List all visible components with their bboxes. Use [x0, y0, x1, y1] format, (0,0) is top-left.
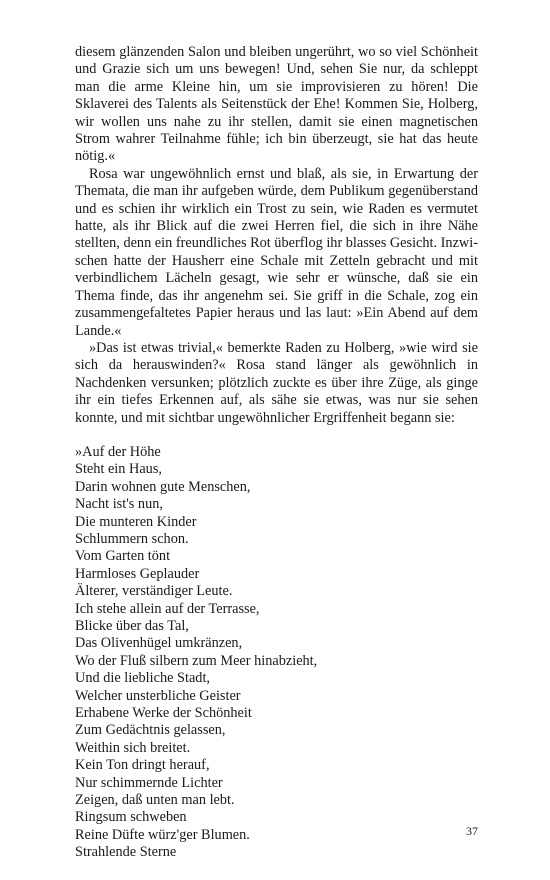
poem-line: Vom Garten tönt — [75, 548, 171, 565]
page-number: 37 — [466, 824, 478, 838]
poem-line: Harmloses Geplauder — [75, 565, 200, 582]
poem-line: Älterer, verständiger Leute. — [75, 583, 233, 600]
poem-line: Darin wohnen gute Menschen, — [75, 478, 251, 495]
poem-line: Das Olivenhügel umkränzen, — [75, 635, 243, 652]
poem-line: Schlummern schon. — [75, 530, 189, 547]
poem-line: Wo der Fluß silbern zum Meer hinabzieht, — [75, 652, 318, 669]
poem-line: Blicke über das Tal, — [75, 618, 189, 634]
poem-line: Ich stehe allein auf der Terrasse, — [75, 600, 260, 617]
poem-line: Zeigen, daß unten man lebt. — [75, 792, 235, 809]
poem-line: Kein Ton dringt herauf, — [75, 757, 210, 774]
paragraph-2: Rosa war ungewöhnlich ernst und blaß, als sie, in Erwartung der Themata, die man ihr aufgeben würde, dem Publikum gegenüberstand und es schien ihr wirklich ein Trost zu sein, wie Raden es vermutet hatte, als ihr Blick auf die zwei Herren fiel, die sich in ihre Nähe stellten, denn ein freundliches Rot überflog ihr blasses Gesicht. Inzwischen hatte der Hausherr eine Schale mit Zetteln gebracht und mit verbindlichem Lächeln gesagt, wie sehr er wünsche, daß sie ein Thema finde, das ihr angenehm sei. Sie griff in die Schale, zog ein zusammengefaltetes Papier heraus und las laut: »Ein Abend auf dem Lande.« — [75, 165, 478, 339]
paragraph-1: diesem glänzenden Salon und bleiben ungerührt, wo so viel Schönheit und Grazie sich um uns bewegen! Und, sehen Sie nur, da schleppt man die arme Kleine hin, um sie improvisieren zu hören! Die Sklaverei des Talents als Seitenstück der Ehe! Kommen Sie, Holberg, wir wollen uns nahe zu ihr stellen, damit sie einen magnetischen Strom wahrer Teilnahme fühle; ich bin überzeugt, sie hat das heute nötig.« — [75, 44, 478, 165]
poem-line: Nur schimmernde Lichter — [75, 774, 223, 791]
poem-line: Steht ein Haus, — [75, 461, 162, 478]
poem-line: Weithin sich breitet. — [75, 739, 191, 756]
book-page — [75, 44, 478, 862]
poem-line: Zum Gedächtnis gelassen, — [75, 722, 226, 739]
poem-line: Welcher unsterbliche Geister — [75, 687, 241, 704]
poem-line: Reine Düfte würz'ger Blumen. — [75, 826, 250, 843]
poem-line: Strahlende Sterne — [75, 844, 177, 861]
poem-line: »Auf der Höhe — [75, 443, 161, 460]
poem-line: Und die liebliche Stadt, — [75, 670, 210, 687]
poem — [75, 444, 478, 862]
paragraph-3: »Das ist etwas trivial,« bemerkte Raden zu Holberg, »wie wird sie sich da herauswinden?« Rosa stand länger als gewöhnlich in Nachdenken versunken; plötzlich zuckte es über ihre Züge, als ginge ihr ein tiefes Erkennen auf, als sähe sie etwas, was nur sie sehen konnte, und mit sichtbar ungewöhnlicher Ergriffenheit begann sie: — [75, 339, 478, 426]
poem-line: Erhabene Werke der Schönheit — [75, 705, 252, 722]
poem-line: Ringsum schweben — [75, 809, 187, 826]
prose-body — [75, 44, 478, 427]
poem-line: Nacht ist's nun, — [75, 496, 163, 513]
poem-line: Die munteren Kinder — [75, 513, 197, 530]
